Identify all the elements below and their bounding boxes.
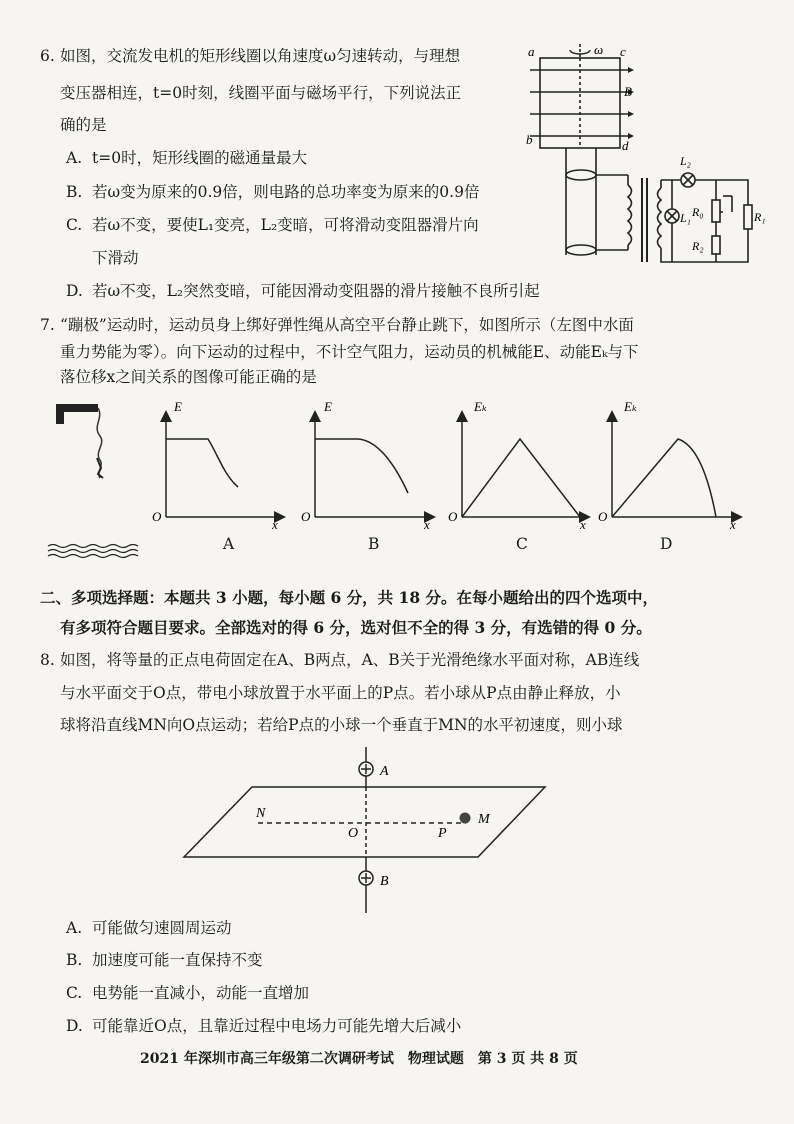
q6-option-b-text: 若ω变为原来的0.9倍，则电路的总功率变为原来的0.9倍 [92,183,480,201]
q6-circuit-figure [520,40,770,280]
graph-d-ylabel: Eₖ [624,399,637,414]
graph-b [315,413,433,517]
q6-stem-line2: 变压器相连，t=0时刻，线圈平面与磁场平行，下列说法正 [60,84,462,102]
q8-number: 8. [40,651,55,669]
graph-a [166,413,283,517]
q8-option-a-text: 可能做匀速圆周运动 [92,919,232,937]
q8-label-O: O [348,826,359,841]
q6-number: 6. [40,47,55,65]
graph-d-caption: D [660,535,673,553]
bungee-jump-sketch [40,398,150,563]
graph-b-xlabel: x [424,517,430,532]
graph-c-caption: C [516,535,528,553]
graph-d-xlabel: x [730,517,736,532]
graph-c [462,413,588,517]
graph-d [612,413,740,517]
q8-option-b-text: 加速度可能一直保持不变 [92,951,263,969]
section2-heading-line2: 有多项符合题目要求。全部选对的得 6 分，选对但不全的得 3 分，有选错的得 0 分。 [60,618,652,637]
q6-label-b: b [526,132,533,147]
q8-label-B: B [380,874,389,889]
q8-label-M: M [478,812,490,827]
q6-option-a-label: A. [66,149,83,167]
q8-label-A: A [380,764,389,779]
q6-label-a: a [528,44,535,59]
graph-c-origin: O [448,509,458,524]
q6-stem-line3: 确的是 [60,116,107,134]
q7-stem-line3: 落位移x之间关系的图像可能正确的是 [60,368,317,386]
q8-option-c-label: C. [66,984,83,1002]
q8-label-N: N [256,806,266,821]
q6-label-L2: L₂ [680,154,691,168]
q8-charges-figure [180,745,560,915]
q8-option-a-label: A. [66,919,83,937]
q7-stem-line1: “蹦极”运动时，运动员身上绑好弹性绳从高空平台静止跳下，如图所示（左图中水面 [60,316,634,334]
q6-option-c-text: 若ω不变，要使L₁变亮，L₂变暗，可将滑动变阻器滑片向 [92,216,479,234]
q6-option-d-label: D. [66,282,83,300]
q6-label-L1: L₁ [680,211,691,225]
q6-stem-line1: 如图，交流发电机的矩形线圈以角速度ω匀速转动，与理想 [60,47,461,65]
graph-b-origin: O [301,509,311,524]
q6-label-B: B [624,84,632,99]
q8-label-P: P [438,826,447,841]
q6-label-R0: R₀ [692,205,704,219]
q8-option-d-label: D. [66,1017,83,1035]
q7-graphs [148,395,748,555]
q6-label-d: d [622,138,629,153]
graph-a-caption: A [223,535,235,553]
page-footer: 2021 年深圳市高三年级第二次调研考试 物理试题 第 3 页 共 8 页 [140,1051,578,1067]
section2-heading: 二、多项选择题：本题共 3 小题，每小题 6 分，共 18 分。在每小题给出的四个选项中， [40,588,659,607]
q8-option-b-label: B. [66,951,83,969]
graph-d-origin: O [598,509,608,524]
graph-c-ylabel: Eₖ [474,399,487,414]
q8-stem-line3: 球将沿直线MN向O点运动；若给P点的小球一个垂直于MN的水平初速度，则小球 [60,716,623,734]
q6-option-d-text: 若ω不变，L₂突然变暗，可能因滑动变阻器的滑片接触不良所引起 [92,282,540,300]
q6-option-c-label: C. [66,216,83,234]
graph-a-origin: O [152,509,162,524]
q6-label-c: c [620,44,626,59]
q8-option-d-text: 可能靠近O点，且靠近过程中电场力可能先增大后减小 [92,1017,462,1035]
q6-label-R1: R₁ [754,210,766,224]
graph-c-xlabel: x [580,517,586,532]
graph-b-ylabel: E [324,399,332,414]
q8-stem-line1: 如图，将等量的正点电荷固定在A、B两点，A、B关于光滑绝缘水平面对称，AB连线 [60,651,640,669]
q7-number: 7. [40,316,55,334]
graph-a-xlabel: x [272,517,278,532]
q7-stem-line2: 重力势能为零）。向下运动的过程中，不计空气阻力，运动员的机械能E、动能Eₖ与下 [60,343,639,361]
q8-option-c-text: 电势能一直减小，动能一直增加 [92,984,310,1002]
graph-a-ylabel: E [174,399,182,414]
graph-b-caption: B [368,535,380,553]
q8-stem-line2: 与水平面交于O点，带电小球放置于水平面上的P点。若小球从P点由静止释放，小 [60,684,621,702]
q6-label-omega: ω [594,42,604,57]
q6-option-c-cont: 下滑动 [92,249,139,267]
q6-label-R2: R₂ [692,239,704,253]
q6-option-b-label: B. [66,183,83,201]
q6-option-a-text: t=0时，矩形线圈的磁通量最大 [92,149,308,167]
